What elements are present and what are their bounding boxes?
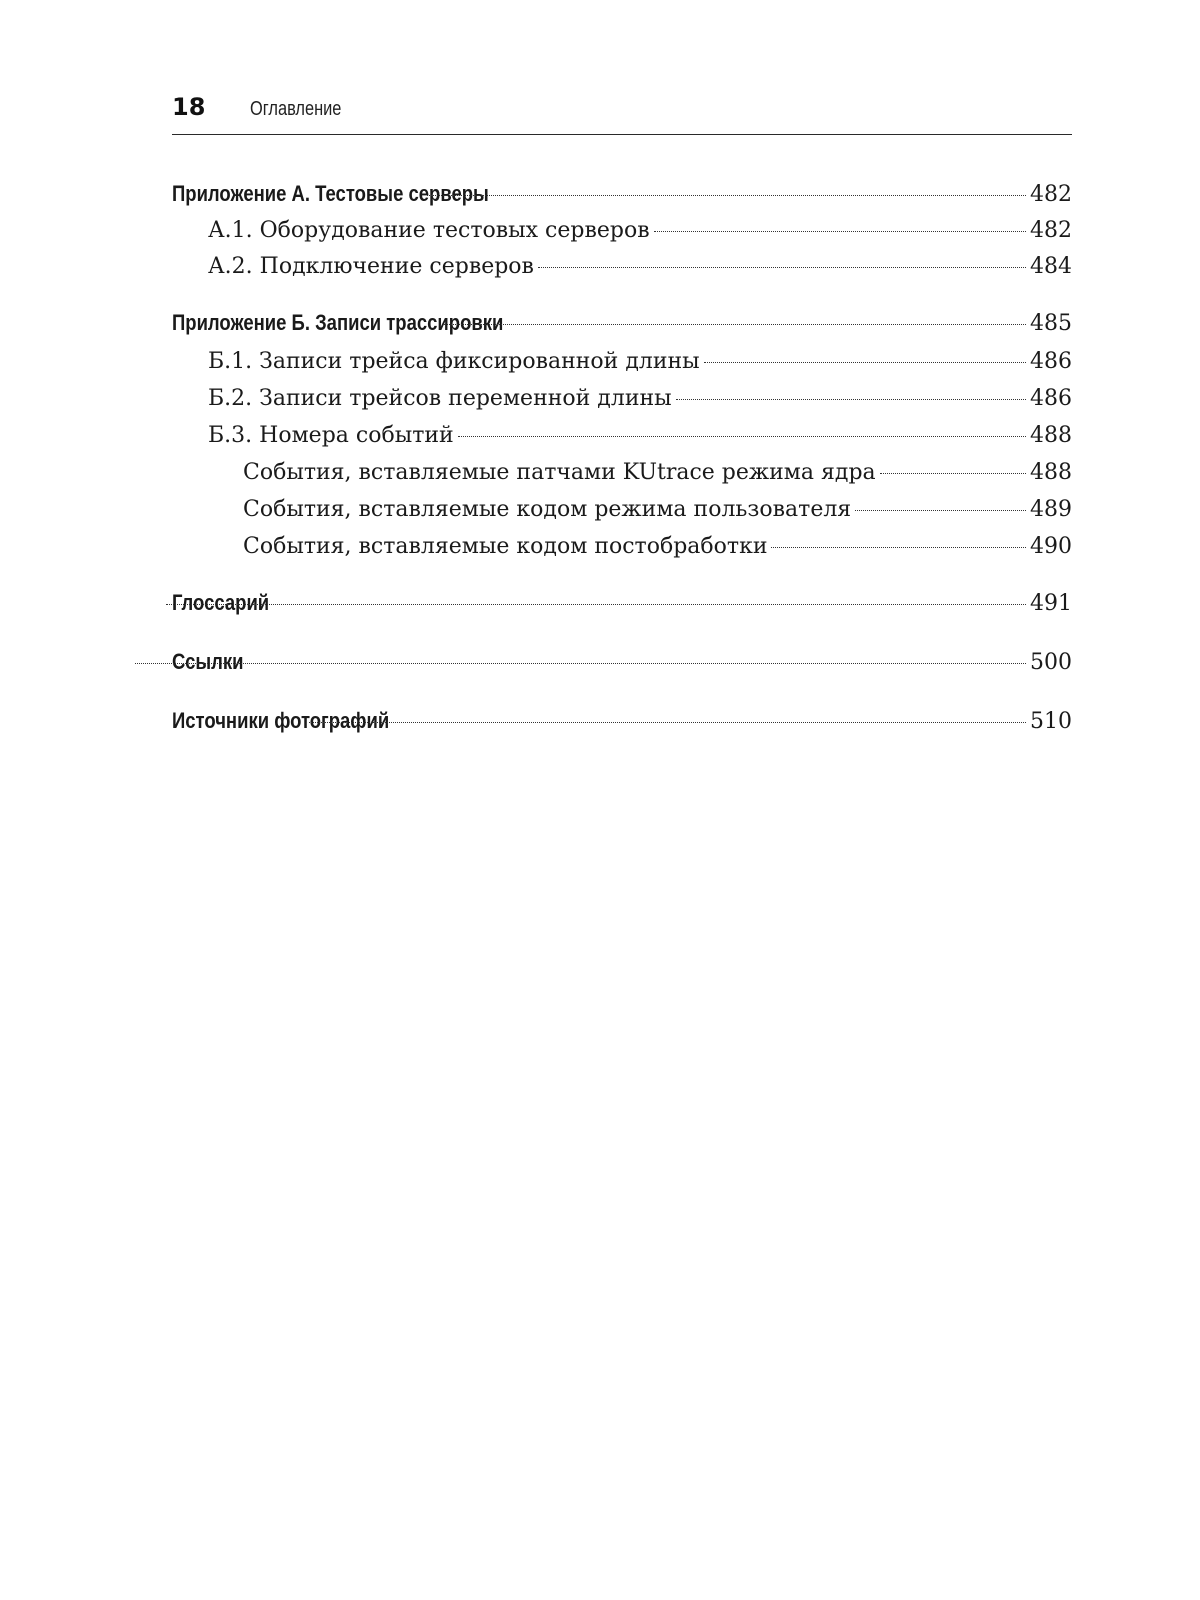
page-number: 18 <box>172 93 206 121</box>
toc-entry-b1[interactable] <box>172 348 1072 376</box>
dot-leader <box>654 231 1026 232</box>
page-header <box>172 88 1072 135</box>
dot-leader <box>704 362 1026 363</box>
toc-entry-a2[interactable] <box>172 253 1072 281</box>
toc-entry-title: Ссылки <box>172 649 244 674</box>
dot-leader <box>880 473 1026 474</box>
dot-leader <box>135 663 1026 664</box>
dot-leader <box>771 547 1026 548</box>
toc-entry-page: 486 <box>1030 386 1072 411</box>
toc-entry-title: Глоссарий <box>172 590 270 615</box>
toc-entry-page: 488 <box>1030 423 1072 448</box>
toc-entry-title: Приложение Б. Записи трассировки <box>172 310 504 335</box>
toc-entry-references[interactable] <box>172 648 1072 677</box>
toc-entry-appendix-a[interactable] <box>172 180 1072 209</box>
toc-entry-b3-kernel[interactable] <box>172 459 1072 487</box>
toc-entry-b2[interactable] <box>172 385 1072 413</box>
toc-entry-appendix-b[interactable] <box>172 309 1072 338</box>
toc-entry-b3[interactable] <box>172 422 1072 450</box>
toc-entry-page: 500 <box>1030 650 1072 675</box>
toc-entry-page: 482 <box>1030 182 1072 207</box>
toc-entry-title: Источники фотографий <box>172 708 390 733</box>
dot-leader <box>427 195 1026 196</box>
toc-entry-page: 490 <box>1030 534 1072 559</box>
toc-entry-glossary[interactable] <box>172 589 1072 618</box>
toc-entry-title: События, вставляемые кодом режима пользователя <box>243 497 852 522</box>
dot-leader <box>855 510 1026 511</box>
dot-leader <box>444 324 1026 325</box>
toc-entry-page: 488 <box>1030 460 1072 485</box>
toc-entry-title: События, вставляемые кодом постобработки <box>243 534 768 559</box>
dot-leader <box>676 399 1026 400</box>
toc-entry-b3-user[interactable] <box>172 496 1072 524</box>
toc-entry-page: 482 <box>1030 218 1072 243</box>
toc-entry-title: Б.1. Записи трейса фиксированной длины <box>208 349 700 374</box>
toc-entry-page: 489 <box>1030 497 1072 522</box>
dot-leader <box>166 604 1026 605</box>
toc-entry-title: Приложение А. Тестовые серверы <box>172 181 489 206</box>
toc-entry-a1[interactable] <box>172 217 1072 245</box>
toc-entry-title: Б.3. Номера событий <box>208 423 454 448</box>
dot-leader <box>309 722 1026 723</box>
toc-entry-title: А.1. Оборудование тестовых серверов <box>208 218 650 243</box>
toc-entry-page: 491 <box>1030 591 1072 616</box>
toc-entry-page: 486 <box>1030 349 1072 374</box>
table-of-contents <box>172 180 1072 736</box>
toc-entry-photo-credits[interactable] <box>172 707 1072 736</box>
toc-entry-b3-postprocessing[interactable] <box>172 533 1072 561</box>
toc-entry-title: События, вставляемые патчами KUtrace режима ядра <box>243 460 876 485</box>
toc-entry-page: 484 <box>1030 254 1072 279</box>
toc-entry-page: 485 <box>1030 311 1072 336</box>
running-title: Оглавление <box>250 98 342 120</box>
toc-entry-page: 510 <box>1030 709 1072 734</box>
dot-leader <box>538 267 1026 268</box>
dot-leader <box>458 436 1026 437</box>
toc-entry-title: А.2. Подключение серверов <box>208 254 534 279</box>
toc-entry-title: Б.2. Записи трейсов переменной длины <box>208 386 672 411</box>
